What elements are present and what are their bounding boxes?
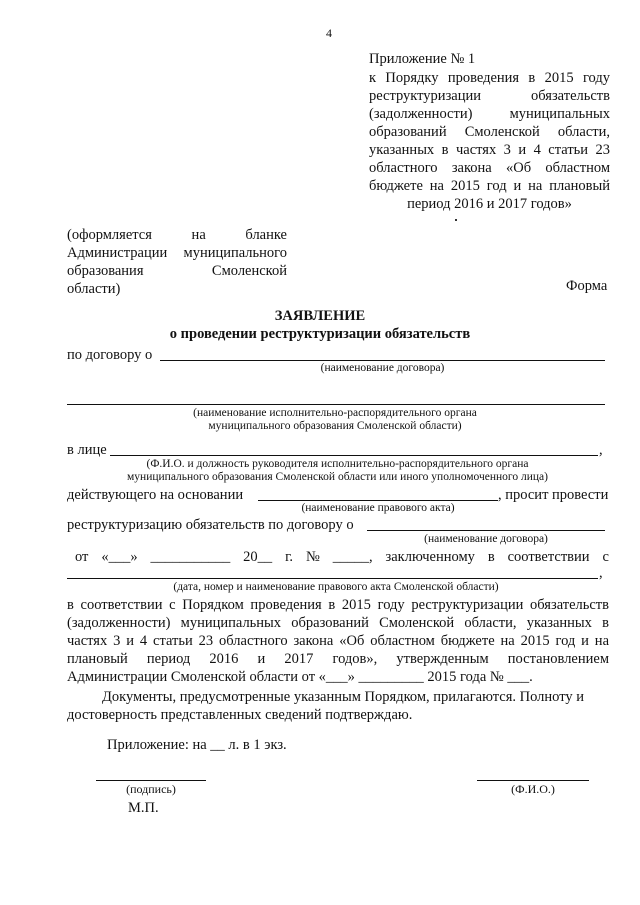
contract-name-field[interactable] (160, 360, 605, 361)
fio-field[interactable] (477, 780, 589, 781)
appendix-line: к Порядку проведения в 2015 году (369, 70, 610, 86)
documents-paragraph (67, 688, 609, 724)
date-year-field[interactable]: 20__ (243, 549, 273, 565)
organ-name-field[interactable] (67, 404, 605, 405)
body-line: частях 3 и 4 статьи 23 областного закона «Об областном бюджете на 2015 год и на (67, 633, 609, 649)
document-subtitle: о проведении реструктуризации обязательств (169, 326, 471, 342)
basis-suffix: , просит провести (498, 487, 609, 503)
body-paragraph (67, 596, 609, 686)
appendix-line: период 2016 и 2017 годов» (407, 196, 572, 212)
body-line: в соответствии с Порядком проведения в 2015 году реструктуризации обязательств (67, 597, 609, 613)
person-field[interactable] (110, 455, 598, 456)
organ-caption-line: муниципального образования Смоленской области) (208, 420, 462, 432)
date-part: соответствии (507, 549, 590, 565)
body-line: плановый период 2016 и 2017 годов», утвержденным постановлением (67, 651, 609, 667)
date-part: г. (285, 549, 294, 565)
number-sign: № (305, 549, 320, 565)
documents-line: Документы, предусмотренные указанным Порядком, прилагаются. Полноту и (102, 689, 584, 705)
person-caption (70, 458, 605, 484)
date-line (67, 548, 609, 566)
blank-note (67, 226, 287, 298)
date-part: в (487, 549, 495, 565)
legal-act-smolensk-field[interactable] (67, 578, 598, 579)
person-caption-line: (Ф.И.О. и должность руководителя исполнительно-распорядительного органа (146, 458, 529, 470)
appendix-line: указанных в частях 3 и 4 статьи 23 (369, 142, 610, 158)
basis-caption: (наименование правового акта) (301, 502, 455, 514)
act-caption: (дата, номер и наименование правового акта Смоленской области) (173, 581, 499, 593)
date-part: с (602, 549, 609, 565)
person-caption-line: муниципального образования Смоленской области или иного уполномоченного лица) (127, 471, 548, 483)
document-title: ЗАЯВЛЕНИЕ (274, 308, 366, 324)
appendix-line: реструктуризации обязательств (369, 88, 610, 104)
restructuring-contract-field[interactable] (367, 530, 605, 531)
fio-caption: (Ф.И.О.) (511, 782, 555, 796)
organ-caption (120, 407, 550, 433)
signature-field[interactable] (96, 780, 206, 781)
stamp-place: М.П. (128, 800, 159, 816)
blank-note-line: образования Смоленской (67, 263, 287, 279)
person-prefix: в лице (67, 442, 107, 458)
act-comma: , (599, 565, 603, 581)
signature-caption: (подпись) (126, 782, 176, 796)
blank-note-line: области) (67, 281, 121, 297)
appendix-title: Приложение № 1 (369, 51, 476, 67)
date-day-field[interactable]: «___» (101, 549, 138, 565)
organ-caption-line: (наименование исполнительно-распорядительного органа (193, 407, 477, 419)
contract-prefix: по договору о (67, 347, 153, 363)
attachment-line: Приложение: на __ л. в 1 экз. (107, 737, 287, 753)
body-line: Администрации Смоленской области от «___» _________ 2015 года № ___. (67, 669, 533, 685)
appendix-line: областного закона «Об областном (369, 160, 610, 176)
documents-line: достоверность представленных сведений подтверждаю. (67, 707, 413, 723)
body-line: (задолженности) муниципальных образований Смоленской области, указанных в (67, 615, 609, 631)
date-part: от (75, 549, 89, 565)
date-month-field[interactable]: ___________ (150, 549, 231, 565)
legal-act-field[interactable] (258, 500, 498, 501)
restructuring-prefix: реструктуризацию обязательств по договору о (67, 517, 354, 533)
appendix-line: (задолженности) муниципальных (369, 106, 610, 122)
appendix-line: бюджете на 2015 год и на плановый (369, 178, 610, 194)
page-number: 4 (326, 26, 332, 40)
person-comma: , (599, 442, 603, 458)
date-part: заключенному (385, 549, 475, 565)
stray-mark (455, 219, 457, 221)
basis-prefix: действующего на основании (67, 487, 244, 503)
appendix-text (369, 69, 610, 213)
blank-note-line: (оформляется на бланке (67, 227, 287, 243)
restructuring-caption: (наименование договора) (424, 533, 548, 545)
contract-number-field[interactable]: _____, (332, 549, 373, 565)
appendix-line: образований Смоленской области, (369, 124, 610, 140)
form-label: Форма (566, 278, 608, 294)
blank-note-line: Администрации муниципального (67, 245, 287, 261)
contract-caption: (наименование договора) (320, 362, 445, 374)
